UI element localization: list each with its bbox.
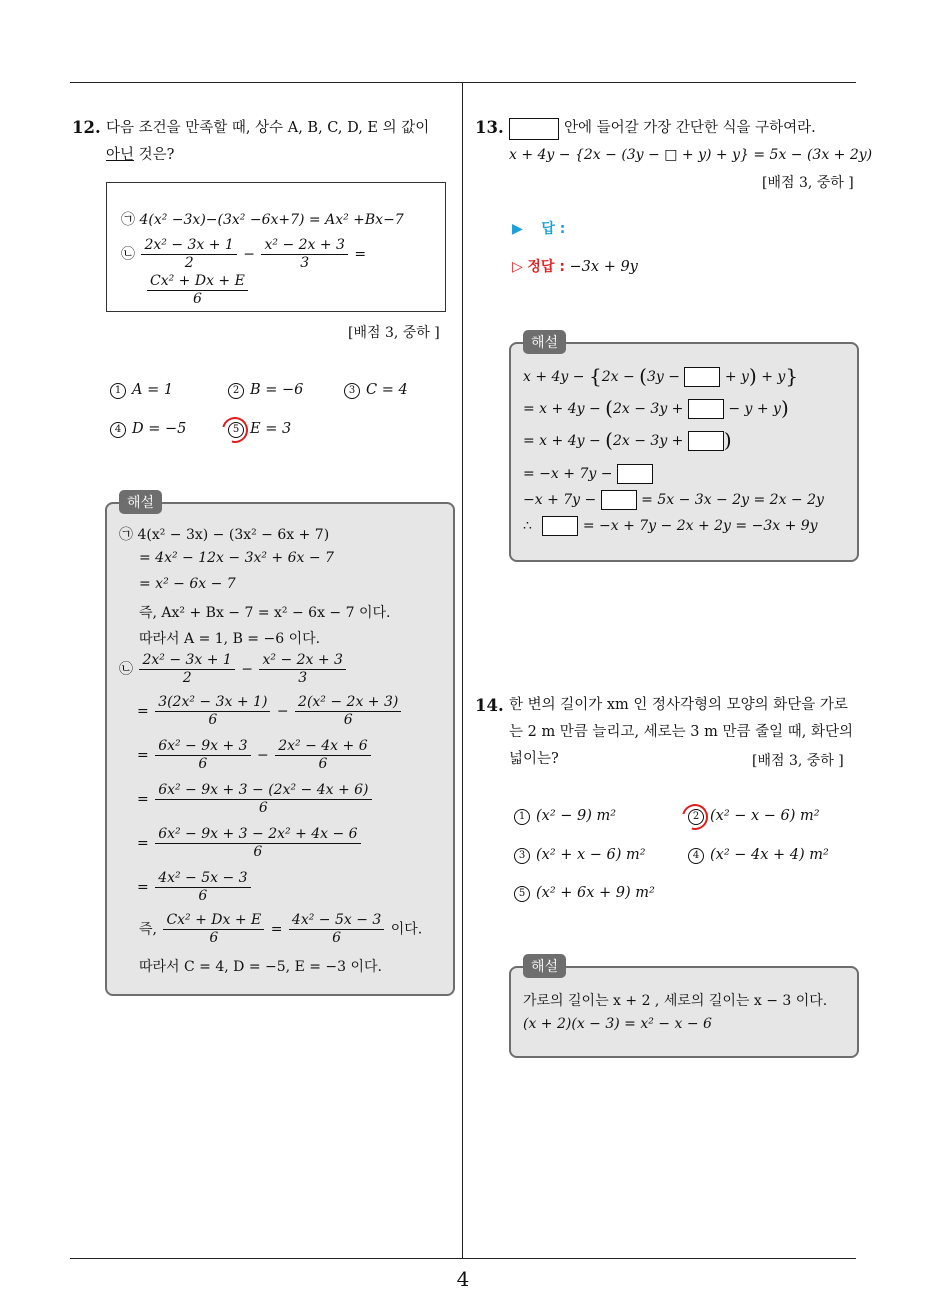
sol-text: −x + 7y − — [523, 492, 597, 508]
answer-mark-icon — [217, 412, 253, 448]
choice-marker-4: 4 — [688, 848, 704, 864]
choice-marker-3: 3 — [514, 848, 530, 864]
sol-text: + y — [761, 369, 786, 385]
fraction-numerator: Cx² + Dx + E — [163, 912, 264, 930]
q13-number: 13. — [475, 118, 504, 137]
fraction-denominator: 6 — [209, 930, 219, 946]
column-divider — [462, 83, 463, 1258]
choice-marker-2: 2 — [228, 383, 244, 399]
q13-answer-row — [512, 218, 565, 238]
fraction-denominator: 2 — [184, 255, 194, 271]
fraction-numerator: 2x² − 3x + 1 — [139, 652, 234, 670]
q12-solution-box — [105, 502, 455, 996]
sol-conclusion-suffix: 이다. — [390, 921, 423, 938]
fraction-denominator: 6 — [253, 844, 263, 860]
fraction-denominator: 6 — [198, 888, 208, 904]
choice-marker-5: 5 — [514, 886, 530, 902]
choice-marker-4: 4 — [110, 422, 126, 438]
q13-correct-row — [512, 256, 638, 276]
q14-sol-line-2: (x + 2)(x − 3) = x² − x − 6 — [523, 1016, 712, 1032]
q12-choice-2[interactable] — [228, 382, 303, 399]
q12-sol-line-5: 따라서 A = 1, B = −6 이다. — [139, 631, 321, 647]
q12-choice-3[interactable] — [344, 382, 408, 399]
sol-equals: = — [137, 791, 149, 808]
q14-text-line1: 한 변의 길이가 xm 인 정사각형의 모양의 화단을 가로 — [509, 697, 848, 713]
fraction-denominator: 3 — [298, 670, 308, 686]
q12-text-line1: 다음 조건을 만족할 때, 상수 A, B, C, D, E 의 값이 — [106, 120, 430, 136]
sol-paren: ( — [639, 364, 647, 388]
top-rule — [70, 82, 856, 83]
fraction-numerator: 4x² − 5x − 3 — [289, 912, 384, 930]
q14-text-line2: 는 2 m 만큼 늘리고, 세로는 3 m 만큼 줄일 때, 화단의 — [509, 724, 853, 740]
q12-text-line2-rest: 것은? — [134, 147, 175, 163]
sol-fraction — [155, 738, 250, 773]
q14-choice-4[interactable] — [688, 847, 829, 864]
q14-choice-3[interactable] — [514, 847, 646, 864]
q12-choice-4[interactable] — [110, 421, 186, 438]
sol-fraction — [139, 652, 234, 687]
sol-blank-box — [688, 399, 724, 419]
q12-sol-line-9 — [137, 782, 374, 817]
cond2-fraction-2 — [261, 237, 347, 272]
sol-text: = x + 4y − — [523, 401, 601, 417]
fraction-numerator: 6x² − 9x + 3 − 2x² + 4x − 6 — [155, 826, 360, 844]
choice-text: (x² − x − 6) m² — [710, 808, 820, 824]
q12-difficulty: [배점 3, 중하 ] — [348, 325, 440, 341]
q13-solution-tab: 해설 — [523, 330, 566, 354]
sol-fraction — [163, 912, 264, 947]
q14-number: 14. — [475, 696, 504, 715]
q12-sol-line-10 — [137, 826, 363, 861]
q12-condition-box — [106, 182, 446, 312]
q14-text-line3: 넓이는? — [509, 751, 559, 767]
fraction-numerator: Cx² + Dx + E — [147, 273, 248, 291]
q14-choice-1[interactable] — [514, 808, 616, 825]
choice-text: (x² − 9) m² — [536, 808, 617, 824]
sol-text: = −x + 7y − — [523, 466, 613, 482]
sol-minus: − — [276, 703, 289, 720]
correct-arrow-icon: ▷ — [512, 259, 523, 275]
choice-text: (x² + 6x + 9) m² — [536, 885, 655, 901]
choice-marker-5: 5 — [228, 422, 244, 438]
choice-marker-3: 3 — [344, 383, 360, 399]
sol-fraction — [295, 694, 401, 729]
sol-text: 2x − — [601, 369, 635, 385]
therefore-symbol: ∴ — [523, 518, 532, 534]
q13-equation: x + 4y − {2x − (3y − □ + y) + y} = 5x − (3x + 2y) — [509, 147, 873, 163]
choice-text: D = −5 — [132, 421, 187, 437]
sol-fraction — [275, 738, 370, 773]
sol-fraction — [259, 652, 345, 687]
sol-fraction — [289, 912, 384, 947]
sol-fraction — [155, 694, 270, 729]
fraction-denominator: 6 — [258, 800, 268, 816]
cond2-fraction-1 — [141, 237, 236, 272]
sol-text: 2x − 3y + — [612, 433, 684, 449]
fraction-numerator: 2x² − 3x + 1 — [141, 237, 236, 255]
choice-text: A = 1 — [132, 382, 174, 398]
q12-sol-line-12 — [139, 912, 422, 947]
fraction-numerator: 4x² − 5x − 3 — [155, 870, 250, 888]
q13-blank-box — [509, 118, 559, 140]
fraction-denominator: 3 — [300, 255, 310, 271]
condition-1-equation: 4(x² −3x)−(3x² −6x+7) = Ax² +Bx−7 — [139, 212, 404, 228]
sol-blank-box — [617, 464, 653, 484]
choice-text: B = −6 — [250, 382, 304, 398]
q12-sol-line-8 — [137, 738, 373, 773]
fraction-denominator: 6 — [208, 712, 218, 728]
q13-difficulty: [배점 3, 중하 ] — [762, 175, 854, 191]
choice-text: (x² − 4x + 4) m² — [710, 847, 829, 863]
q13-text-line1: 안에 들어갈 가장 간단한 식을 구하여라. — [564, 120, 816, 136]
sol-paren: ) — [723, 428, 732, 452]
q12-sol-line-7 — [137, 694, 403, 729]
sol-conclusion-prefix: 즉, — [139, 921, 157, 938]
choice-marker-1: 1 — [514, 809, 530, 825]
choice-text: E = 3 — [250, 421, 292, 437]
q12-number: 12. — [72, 118, 101, 137]
q12-underlined-word: 아닌 — [106, 147, 135, 163]
sol-brace: { — [588, 364, 602, 388]
choice-marker-2: 2 — [688, 809, 704, 825]
sol-text: x + 4y − — [523, 369, 585, 385]
q14-difficulty: [배점 3, 중하 ] — [752, 753, 844, 769]
sol-blank-box — [688, 431, 724, 451]
q13-sol-line-2 — [523, 396, 789, 420]
sol-text: + y — [724, 369, 749, 385]
sol-fraction — [155, 870, 250, 905]
q12-sol-line-3: = x² − 6x − 7 — [139, 576, 236, 592]
sol-equals: = — [137, 703, 149, 720]
q14-sol-line-1: 가로의 길이는 x + 2 , 세로의 길이는 x − 3 이다. — [523, 993, 828, 1009]
sol-marker: ㉡ — [119, 661, 133, 678]
cond2-minus: − — [243, 246, 256, 263]
sol-minus: − — [241, 661, 254, 678]
sol-fraction — [155, 782, 371, 817]
choice-text: (x² + x − 6) m² — [536, 847, 646, 863]
q12-sol-line-1: ㉠ 4(x² − 3x) − (3x² − 6x + 7) — [119, 527, 330, 543]
fraction-denominator: 6 — [343, 712, 353, 728]
sol-equals: = — [137, 879, 149, 896]
sol-blank-box — [684, 367, 720, 387]
condition-2-marker: ㉡ — [121, 246, 135, 263]
sol-paren: ) — [780, 396, 789, 420]
fraction-denominator: 6 — [318, 756, 328, 772]
cond2-fraction-3 — [147, 273, 248, 308]
page-number: 4 — [456, 1267, 470, 1291]
q13-sol-line-6 — [523, 516, 818, 536]
q12-sol-line-11 — [137, 870, 253, 905]
sol-text: − y + y — [728, 401, 781, 417]
bottom-rule — [70, 1258, 856, 1259]
sol-text: 3y − — [646, 369, 680, 385]
fraction-denominator: 2 — [182, 670, 192, 686]
q13-sol-line-1 — [523, 364, 798, 388]
fraction-denominator: 6 — [332, 930, 342, 946]
answer-label: 답 : — [541, 221, 566, 237]
fraction-numerator: 6x² − 9x + 3 — [155, 738, 250, 756]
sol-minus: − — [257, 747, 269, 764]
q12-sol-line-6 — [119, 652, 348, 687]
choice-marker-1: 1 — [110, 383, 126, 399]
sol-equals: = — [137, 835, 149, 852]
q12-sol-line-2: = 4x² − 12x − 3x² + 6x − 7 — [139, 550, 334, 566]
q12-solution-tab: 해설 — [119, 490, 162, 514]
sol-equals: = — [270, 921, 283, 938]
sol-paren: ) — [748, 364, 757, 388]
fraction-numerator: 3(2x² − 3x + 1) — [155, 694, 270, 712]
fraction-denominator: 6 — [192, 291, 202, 307]
condition-1-marker: ㉠ — [121, 212, 135, 228]
sol-fraction — [155, 826, 360, 861]
q12-sol-line-4: 즉, Ax² + Bx − 7 = x² − 6x − 7 이다. — [139, 605, 391, 621]
sol-blank-box — [542, 516, 578, 536]
q12-condition-2-rhs — [145, 273, 250, 308]
sol-equals: = — [137, 747, 149, 764]
q13-solution-box — [509, 342, 859, 562]
fraction-numerator: 6x² − 9x + 3 − (2x² − 4x + 6) — [155, 782, 371, 800]
fraction-numerator: x² − 2x + 3 — [261, 237, 347, 255]
sol-brace: } — [785, 364, 799, 388]
q14-solution-box — [509, 966, 859, 1058]
cond2-equals: = — [354, 246, 367, 263]
q13-sol-line-3 — [523, 428, 732, 452]
answer-arrow-icon: ▶ — [512, 221, 523, 237]
correct-label: 정답 : — [527, 259, 565, 275]
q14-choice-5[interactable] — [514, 885, 655, 902]
sol-text: = −x + 7y − 2x + 2y = −3x + 9y — [582, 518, 818, 534]
q14-solution-tab: 해설 — [523, 954, 566, 978]
sol-blank-box — [601, 490, 637, 510]
fraction-denominator: 6 — [198, 756, 208, 772]
correct-value: −3x + 9y — [569, 259, 638, 275]
fraction-numerator: x² − 2x + 3 — [259, 652, 345, 670]
q13-sol-line-5 — [523, 490, 824, 510]
sol-text: 2x − 3y + — [612, 401, 684, 417]
q12-condition-2 — [121, 237, 366, 272]
fraction-numerator: 2x² − 4x + 6 — [275, 738, 370, 756]
q12-condition-1 — [121, 209, 404, 229]
q12-choice-1[interactable] — [110, 382, 173, 399]
q12-sol-line-13: 따라서 C = 4, D = −5, E = −3 이다. — [139, 959, 383, 975]
q13-sol-line-4 — [523, 464, 653, 484]
sol-text: = x + 4y − — [523, 433, 601, 449]
answer-mark-icon — [677, 799, 713, 835]
fraction-numerator: 2(x² − 2x + 3) — [295, 694, 401, 712]
sol-paren: ( — [605, 428, 613, 452]
choice-text: C = 4 — [366, 382, 408, 398]
sol-paren: ( — [605, 396, 613, 420]
sol-text: = 5x − 3x − 2y = 2x − 2y — [641, 492, 824, 508]
q12-text-line2 — [106, 142, 174, 169]
